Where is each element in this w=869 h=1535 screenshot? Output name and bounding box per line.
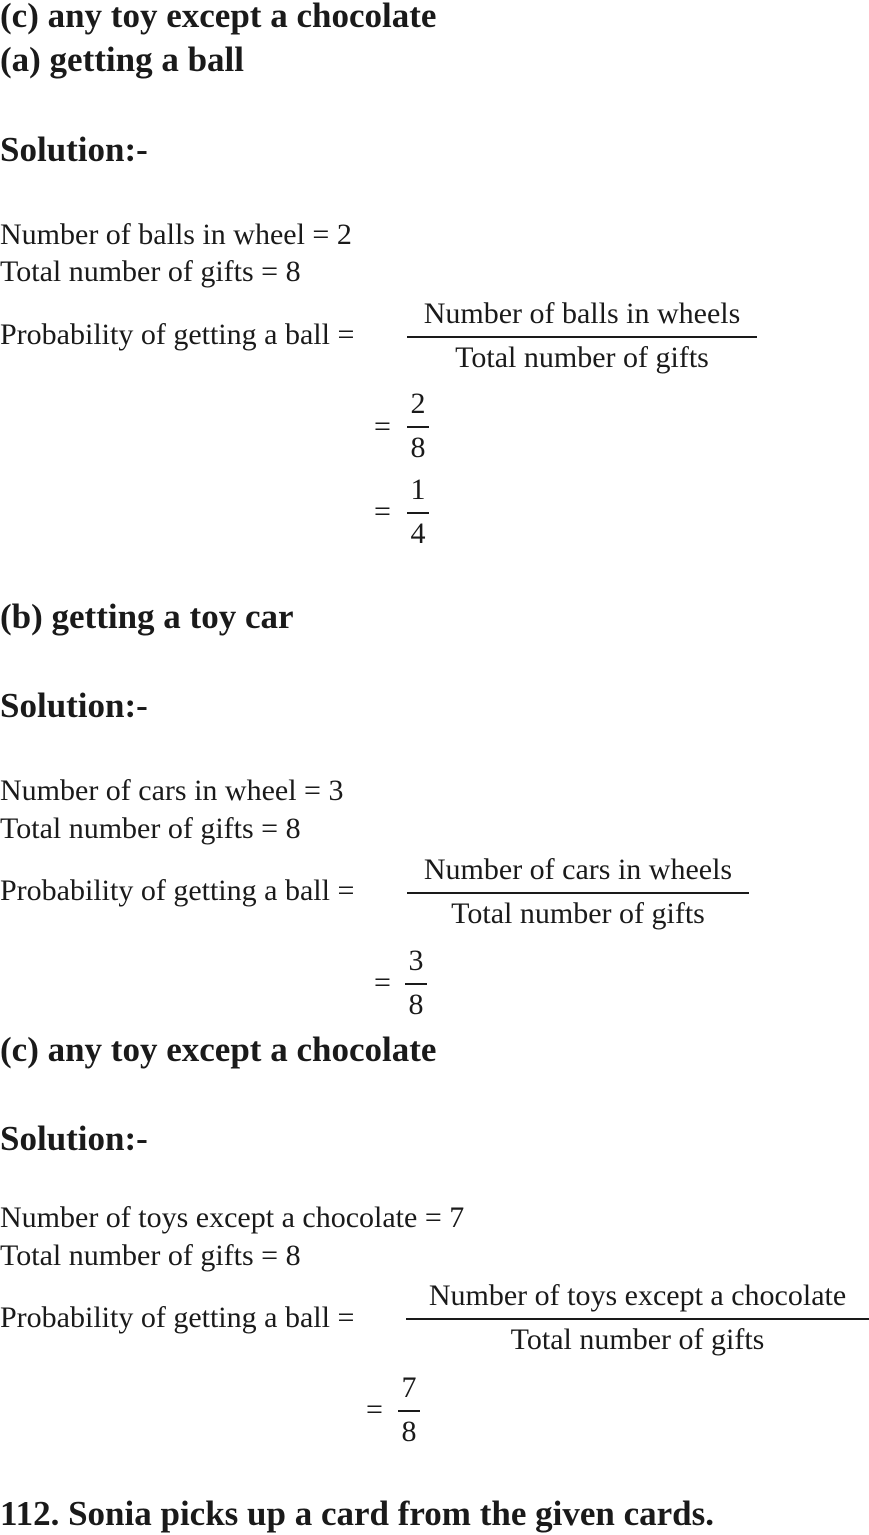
probability-label: Probability of getting a ball = xyxy=(0,874,355,907)
heading-part-a: (a) getting a ball xyxy=(0,40,245,79)
fraction-bar xyxy=(405,983,427,985)
heading-part-b: (b) getting a toy car xyxy=(0,597,294,636)
fraction-step-1 xyxy=(405,943,427,1023)
fraction-denominator: 4 xyxy=(410,517,426,550)
total-gifts-line: Total number of gifts = 8 xyxy=(0,1239,301,1272)
fraction-denominator: Total number of gifts xyxy=(510,1323,765,1356)
total-gifts-line: Total number of gifts = 8 xyxy=(0,812,301,845)
heading-part-c: (c) any toy except a chocolate xyxy=(0,1030,437,1069)
cars-count-line: Number of cars in wheel = 3 xyxy=(0,774,344,807)
fraction-step-1 xyxy=(398,1370,420,1450)
fraction-step-2 xyxy=(407,472,429,552)
fraction-bar xyxy=(398,1410,420,1412)
fraction-numerator: Number of cars in wheels xyxy=(423,853,733,886)
equals-sign: = xyxy=(374,410,391,443)
balls-count-line: Number of balls in wheel = 2 xyxy=(0,218,352,251)
probability-fraction xyxy=(407,296,757,376)
fraction-denominator: Total number of gifts xyxy=(451,897,705,930)
fraction-numerator: 3 xyxy=(408,944,424,977)
fraction-bar xyxy=(407,512,429,514)
probability-label: Probability of getting a ball = xyxy=(0,318,355,351)
fraction-bar xyxy=(407,336,757,338)
fraction-denominator: 8 xyxy=(410,431,426,464)
toys-count-line: Number of toys except a chocolate = 7 xyxy=(0,1201,465,1234)
fraction-numerator: 2 xyxy=(410,387,426,420)
fraction-bar xyxy=(406,1318,869,1320)
fraction-denominator: 8 xyxy=(401,1415,417,1448)
heading-part-c-top: (c) any toy except a chocolate xyxy=(0,0,437,35)
fraction-bar xyxy=(407,426,429,428)
fraction-numerator: 1 xyxy=(410,473,426,506)
probability-label: Probability of getting a ball = xyxy=(0,1301,355,1334)
equals-sign: = xyxy=(374,966,391,999)
solution-label: Solution:- xyxy=(0,130,148,169)
fraction-bar xyxy=(407,892,749,894)
solution-label: Solution:- xyxy=(0,1119,148,1158)
equals-sign: = xyxy=(366,1393,383,1426)
solution-label: Solution:- xyxy=(0,686,148,725)
probability-fraction xyxy=(407,852,749,932)
fraction-numerator: Number of toys except a chocolate xyxy=(428,1279,847,1312)
probability-fraction xyxy=(406,1278,869,1358)
fraction-numerator: Number of balls in wheels xyxy=(423,297,741,330)
next-question-heading: 112. Sonia picks up a card from the given cards. xyxy=(0,1494,714,1533)
fraction-numerator: 7 xyxy=(401,1371,417,1404)
fraction-step-1 xyxy=(407,386,429,466)
total-gifts-line: Total number of gifts = 8 xyxy=(0,255,301,288)
fraction-denominator: Total number of gifts xyxy=(455,341,709,374)
fraction-denominator: 8 xyxy=(408,988,424,1021)
equals-sign: = xyxy=(374,495,391,528)
